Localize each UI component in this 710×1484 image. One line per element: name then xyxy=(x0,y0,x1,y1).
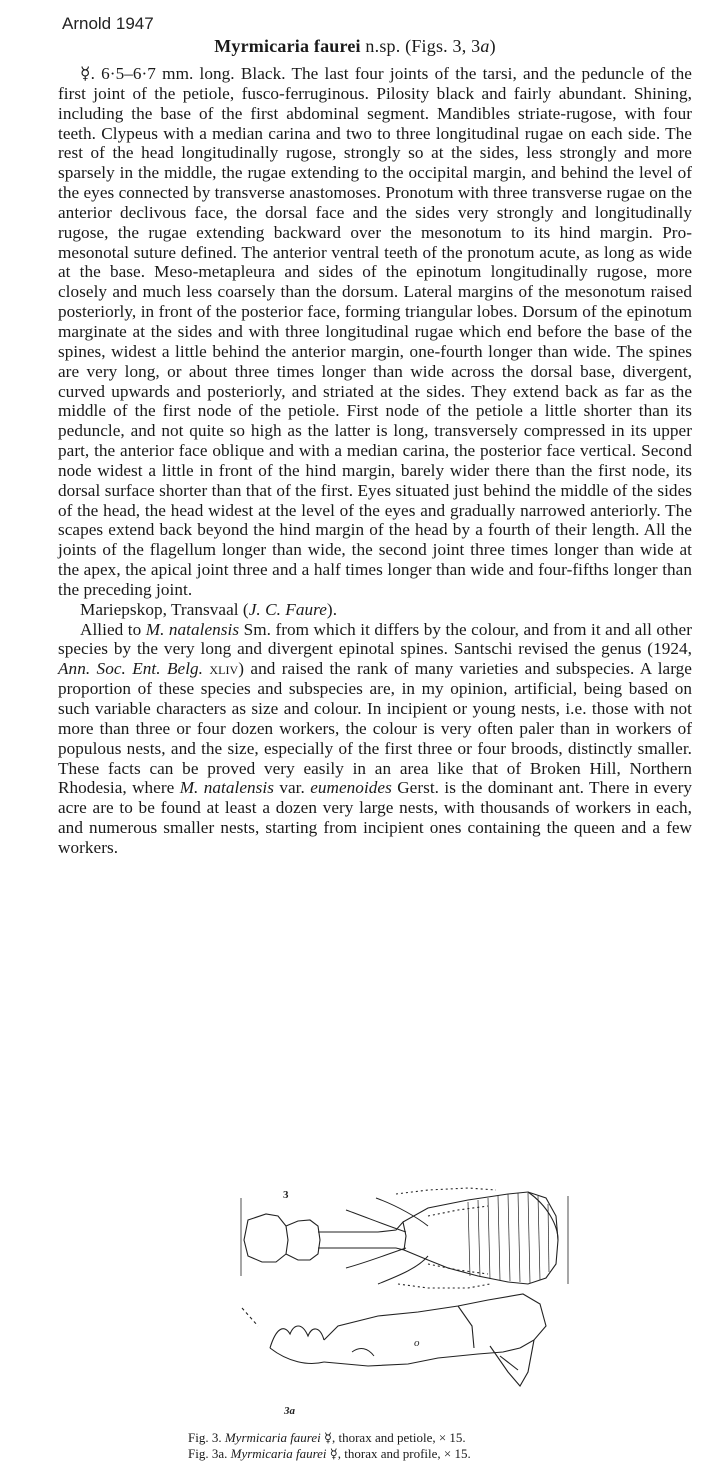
locality-paragraph xyxy=(58,600,692,620)
locality-suffix: ). xyxy=(326,599,338,619)
journal-reference: Ann. Soc. Ent. Belg. xyxy=(58,659,204,679)
caption-species: Myrmicaria faurei xyxy=(230,1446,327,1461)
text-span: ) and raised the rank of many varieties and subspecies. A large proportion of these species and subspecies are, in my opinion, artificial, being based on such variable characters as size and colour. In incipient or young nests, i.e. those with not more than three or four dozen workers, the colour is very often paler than in workers of populous nests, and the size, especially of the first three or four broods, distinctly smaller. These facts can be proved very easily in an area like that of Broken Hill, Northern Rhodesia, where xyxy=(58,659,692,798)
text-span: Gerst. is the dominant ant. There in every acre are to be found at least a dozen very large nests, with thousands of workers in each, and numerous smaller nests, starting from incipient ones containing the queen and a few workers. xyxy=(58,778,692,857)
title-fig-suffix: a xyxy=(480,36,490,56)
caption-prefix: Fig. 3. xyxy=(188,1430,225,1445)
figure-3a-label: 3a xyxy=(284,1405,295,1416)
page-header-tag: Arnold 1947 xyxy=(62,14,154,33)
caption-suffix: ☿, thorax and petiole, × 15. xyxy=(320,1430,466,1445)
title-status: n.sp. (Figs. 3, 3 xyxy=(360,36,481,56)
locality-prefix: Mariepskop, Transvaal ( xyxy=(80,599,249,619)
caption-species: Myrmicaria faurei xyxy=(224,1430,321,1445)
species-reference: M. natalensis xyxy=(179,778,274,798)
species-reference: M. natalensis xyxy=(145,619,240,639)
species-title xyxy=(0,36,710,57)
figure-caption xyxy=(188,1430,471,1462)
text-span: Allied to xyxy=(80,619,146,639)
title-close: ) xyxy=(489,36,496,56)
variety-reference: eumenoides xyxy=(310,778,392,798)
figure-3-label: 3 xyxy=(283,1189,289,1201)
volume-reference: xliv xyxy=(203,659,239,679)
caption-line xyxy=(188,1446,471,1462)
discussion-paragraph xyxy=(58,620,692,858)
collector-name: J. C. Faure xyxy=(248,599,327,619)
caption-line xyxy=(188,1430,471,1446)
caption-prefix: Fig. 3a. xyxy=(188,1446,231,1461)
description-paragraph: ☿. 6·5–6·7 mm. long. Black. The last four joints of the tarsi, and the peduncle of the first joint of the petiole, fusco-ferruginous. Pilosity black and fairly abundant. Shining, including the base of the first abdominal segment. Mandibles striate-rugose, with four teeth. Clypeus with a median carina and two to three longitudinal rugae on each side. The rest of the head longitudinally rugose, strongly so at the sides, less strongly and more sparsely in the middle, the rugae extending to the occipital margin, and behind the level of the eyes connected by transverse anastomoses. Pronotum with three transverse rugae on the anterior declivous face, the dorsal face and the sides very strongly and longitudinally rugose, the rugae extending backward over the mesonotum to its hind margin. Pro-mesonotal suture defined. The anterior ventral teeth of the pronotum acute, as long as wide at the base. Meso-metapleura and sides of the epinotum longitudinally rugose, more closely and much less coarsely than the dorsum. Lateral margins of the mesonotum raised posteriorly, in front of the posterior face, forming triangular lobes. Dorsum of the epinotum marginate at the sides and with three longitudinal rugae which end before the base of the spines, widest a little behind the anterior margin, one-fourth longer than wide. The spines are very long, or about three times longer than wide across the dorsal base, divergent, curved upwards and posteriorly, and striated at the sides. They extend back as far as the middle of the first node of the petiole. First node of the petiole a little shorter than its peduncle, and not quite so high as the latter is long, transversely compressed in its upper part, the anterior face oblique and with a median carina, the posterior face vertical. Second node widest a little in front of the hind margin, barely wider there than the first node, its dorsal surface shorter than that of the first. Eyes situated just behind the middle of the sides of the head, the head widest at the level of the eyes and gradually narrowed anteriorly. The scapes extend back beyond the hind margin of the head by a fourth of their length. All the joints of the flagellum longer than wide, the second joint three times longer than wide at the apex, the apical joint three and a half times longer than wide and four-fifths longer than the preceding joint. xyxy=(58,64,692,599)
caption-suffix: ☿, thorax and profile, × 15. xyxy=(326,1446,471,1461)
text-span: var. xyxy=(273,778,311,798)
description-body xyxy=(58,64,692,858)
ant-thorax-drawing xyxy=(228,1176,573,1416)
species-name: Myrmicaria faurei xyxy=(214,36,361,56)
figure-o-label: o xyxy=(414,1337,420,1349)
text-span: Sm. from which it differs by the colour, and from it and all other species by the very long and divergent epinotal spines. Santschi revised the genus (1924, xyxy=(58,619,692,659)
figure-illustration xyxy=(228,1176,573,1416)
